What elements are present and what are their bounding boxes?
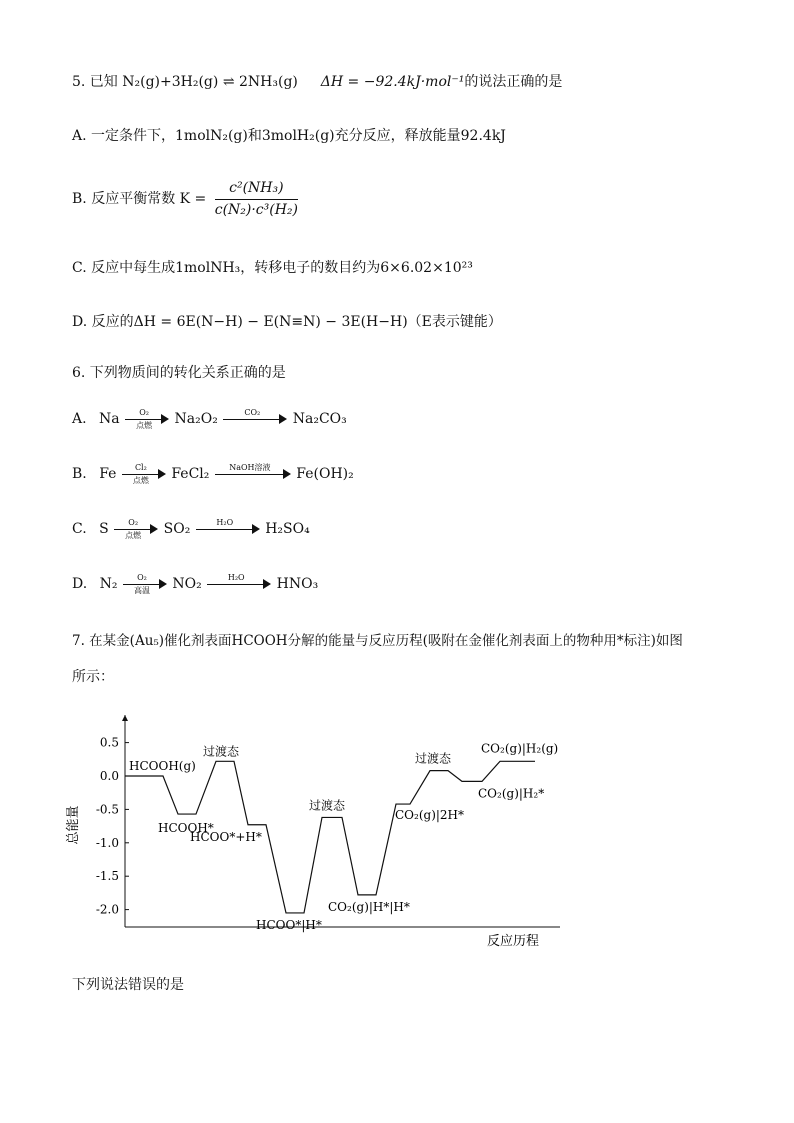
option-label: A. bbox=[72, 411, 87, 427]
arrow-condition-below: 点燃 bbox=[125, 531, 142, 540]
y-tick-label: -0.5 bbox=[95, 802, 119, 817]
y-tick-label: 0.0 bbox=[99, 769, 119, 783]
level-label: CO₂(g)|H₂* bbox=[478, 786, 545, 801]
y-tick-label: -2.0 bbox=[95, 902, 119, 917]
reaction-arrow-icon bbox=[223, 408, 287, 430]
chart-ticks bbox=[96, 736, 129, 917]
level-label: CO₂(g)|H₂(g) bbox=[481, 741, 559, 756]
arrow-condition-above: Cl₂ bbox=[134, 463, 147, 472]
y-axis-arrowhead bbox=[122, 715, 128, 721]
q5-option-b-prefix: B. 反应平衡常数 K = bbox=[72, 190, 207, 207]
level-label: CO₂(g)|2H* bbox=[395, 808, 465, 823]
substance-1: Fe bbox=[99, 466, 117, 482]
reaction-arrow-icon bbox=[207, 573, 271, 595]
arrow-condition-above: H₂O bbox=[216, 518, 234, 527]
level-label: HCOO*+H* bbox=[190, 829, 262, 844]
arrow-condition-below: 点燃 bbox=[136, 421, 153, 430]
substance-2: FeCl₂ bbox=[171, 466, 210, 482]
level-label: HCOOH* bbox=[158, 821, 214, 836]
fraction-denominator: c(N₂)·c³(H₂) bbox=[214, 201, 299, 218]
q5-stem bbox=[72, 74, 562, 91]
substance-2: Na₂O₂ bbox=[174, 411, 218, 427]
arrow-condition-above: CO₂ bbox=[244, 408, 261, 417]
reaction-arrow-icon bbox=[123, 573, 167, 595]
energy-profile-chart bbox=[60, 705, 580, 955]
q6-stem: 6. 下列物质间的转化关系正确的是 bbox=[72, 365, 286, 381]
arrow-condition-below: 点燃 bbox=[132, 476, 149, 485]
substance-3: Fe(OH)₂ bbox=[296, 466, 354, 482]
q5-option-a: A. 一定条件下，1molN₂(g)和3molH₂(g)充分反应，释放能量92.4kJ bbox=[72, 128, 506, 144]
q5-option-c: C. 反应中每生成1molNH₃，转移电子的数目约为6×6.02×10²³ bbox=[72, 260, 473, 276]
chart-level-labels bbox=[129, 741, 558, 932]
equilibrium-arrow-icon: ⇌ bbox=[222, 74, 235, 90]
x-axis-label: 反应历程 bbox=[486, 934, 540, 949]
q6-option-b bbox=[72, 463, 354, 485]
level-label: CO₂(g)|H*|H* bbox=[328, 899, 410, 914]
y-tick-label: -1.0 bbox=[95, 835, 119, 850]
q5-stem-prefix: 5. 已知 bbox=[72, 74, 118, 90]
arrow-condition-above: H₂O bbox=[227, 573, 245, 582]
substance-3: Na₂CO₃ bbox=[292, 411, 347, 427]
reaction-arrow-icon bbox=[215, 463, 291, 485]
q5-option-b bbox=[72, 180, 298, 219]
arrow-condition-above: O₂ bbox=[128, 518, 139, 527]
q5-option-d: D. 反应的ΔH = 6E(N−H) − E(N≡N) − 3E(H−H)（E表示键能） bbox=[72, 314, 502, 330]
substance-1: N₂ bbox=[99, 576, 118, 592]
chart-series bbox=[125, 761, 535, 913]
fraction-numerator: c²(NH₃) bbox=[215, 180, 298, 200]
q6-option-a bbox=[72, 408, 347, 430]
substance-1: S bbox=[99, 521, 109, 537]
reaction-arrow-icon bbox=[114, 518, 158, 540]
level-label: HCOO*|H* bbox=[256, 917, 322, 932]
q7-stem-line2: 所示： bbox=[72, 669, 114, 685]
equilibrium-constant-fraction bbox=[215, 180, 298, 219]
option-label: C. bbox=[72, 521, 87, 537]
substance-3: H₂SO₄ bbox=[265, 521, 310, 537]
level-label: 过渡态 bbox=[309, 798, 346, 813]
arrow-condition-above: O₂ bbox=[139, 408, 149, 417]
q5-equation-left: N₂(g)+3H₂(g) bbox=[122, 74, 219, 90]
y-tick-label: 0.5 bbox=[99, 735, 119, 750]
q7-stem-line1: 7. 在某金(Au₅)催化剂表面HCOOH分解的能量与反应历程(吸附在金催化剂表面上的物种用*标注)如图 bbox=[72, 633, 683, 649]
arrow-condition-above: O₂ bbox=[137, 573, 147, 582]
substance-3: HNO₃ bbox=[276, 576, 319, 592]
level-label: 过渡态 bbox=[415, 751, 452, 766]
reaction-arrow-icon bbox=[125, 408, 169, 430]
energy-profile-line bbox=[125, 761, 535, 913]
q5-delta-h: ΔH = −92.4kJ·mol⁻¹ bbox=[320, 74, 465, 90]
y-axis-label: 总能量 bbox=[66, 805, 81, 845]
q6-option-d bbox=[72, 573, 318, 595]
arrow-condition-above: NaOH溶液 bbox=[229, 463, 271, 472]
arrow-condition-below: 高温 bbox=[133, 586, 150, 595]
substance-2: SO₂ bbox=[163, 521, 191, 537]
reaction-arrow-icon bbox=[122, 463, 166, 485]
q7-footer: 下列说法错误的是 bbox=[72, 977, 184, 993]
q5-equation-right: 2NH₃(g) bbox=[239, 74, 298, 90]
q6-option-c bbox=[72, 518, 310, 540]
reaction-arrow-icon bbox=[196, 518, 260, 540]
option-label: B. bbox=[72, 466, 87, 482]
option-label: D. bbox=[72, 576, 88, 592]
level-label: 过渡态 bbox=[203, 744, 240, 759]
y-tick-label: -1.5 bbox=[95, 869, 119, 884]
q5-stem-suffix: 的说法正确的是 bbox=[464, 74, 563, 90]
substance-1: Na bbox=[99, 411, 120, 427]
level-label: HCOOH(g) bbox=[129, 759, 196, 773]
substance-2: NO₂ bbox=[172, 576, 202, 592]
